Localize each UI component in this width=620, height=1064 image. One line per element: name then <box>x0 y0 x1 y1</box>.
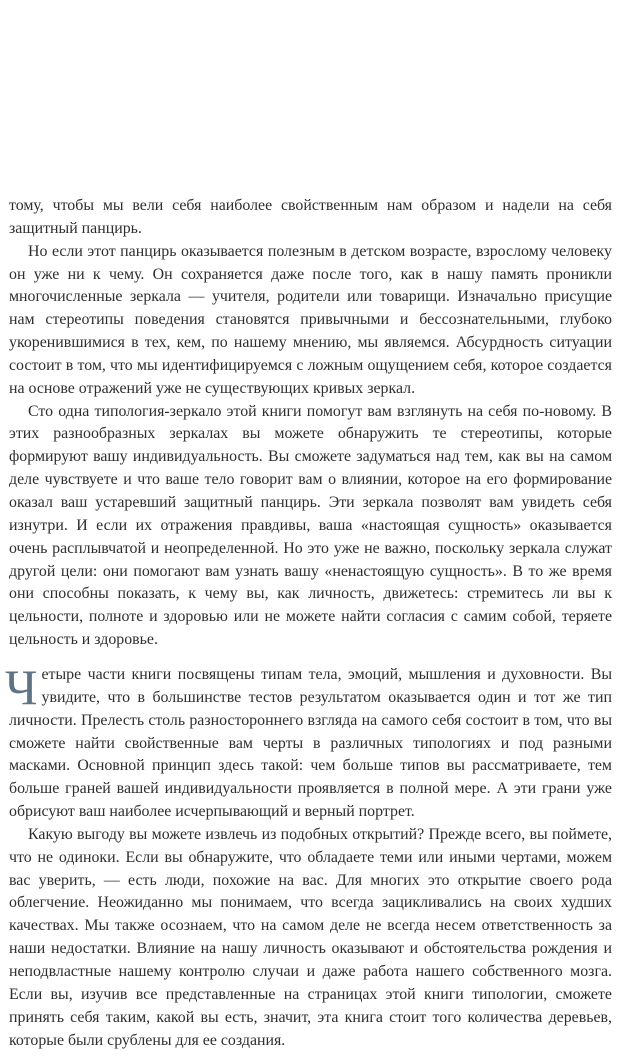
paragraph-armor: Но если этот панцирь оказывается полезным в детском возрасте, взрослому человеку он уже ни к чему. Он сохраняется даже после того, как в нашу память проникли многочисленные зеркала — учителя, родители или товарищи. Изначально присущие нам стереотипы поведения становятся привычными и бессознательными, глубоко укоренившимися в тех, кем, по нашему мнению, мы являемся. Абсурдность ситуации состоит в том, что мы идентифицируемся с ложным ощущением себя, которое создается на основе отражений уже не существующих кривых зеркал. <box>9 242 612 397</box>
drop-cap-letter: Ч <box>5 659 38 715</box>
paragraph-mirrors: Сто одна типология-зеркало этой книги помогут вам взглянуть на себя по-новому. В этих разнообразных зеркалах вы можете обнаружить те стереотипы, которые формируют вашу индивидуальность. Вы сможете задуматься над тем, как вы на самом деле чувствуете и что ваше тело говорит вам о влиянии, которое на его формирование оказал ваш устаревший защитный панцирь. Эти зеркала позволят вам увидеть себя изнутри. И если их отражения правдивы, ваша «настоящая сущность» оказывается очень расплывчатой и неопределенной. Но это уже не важно, поскольку зеркала служат другой цели: они помогают вам узнать вашу «ненастоящую сущность». В то же время они способны показать, к чему вы, как личность, движетесь: стремитесь ли вы к цельности, полноте и здоровью или не можете найти согласия с самим собой, теряете цельность и здоровье. <box>9 402 612 649</box>
paragraph-continuation: тому, чтобы мы вели себя наиболее свойственным нам образом и надели на себя защитный панцирь. <box>9 197 612 237</box>
section-four-parts <box>5 659 612 1052</box>
paragraph-four-parts <box>5 659 612 824</box>
paragraph-four-parts-text: етыре части книги посвящены типам тела, эмоций, мышления и духовности. Вы увидите, что в большинстве тестов результатом оказывается один и тот же тип личности. Прелесть столь разностороннего взгляда на самого себя состоит в том, что вы сможете найти свойственные вам черты в различных типологиях и под разными масками. Основной принцип здесь такой: чем больше типов вы рассматриваете, тем больше граней вашей индивидуальности проявляется в полной мере. А эти грани уже обрисуют ваш наиболее исчерпывающий и верный портрет. <box>9 666 612 821</box>
paragraph-benefit: Какую выгоду вы можете извлечь из подобных открытий? Прежде всего, вы поймете, что не одиноки. Если вы обнаружите, что обладаете теми или иными чертами, можем вас уверить, — есть люди, похожие на вас. Для многих это открытие своего рода облегчение. Неожиданно мы понимаем, что всегда зацикливались на своих худших качествах. Мы также осознаем, что на самом деле не всегда несем ответственность за наши недостатки. Влияние на нашу личность оказывают и обстоятельства рождения и неподвластные нашему контролю случаи и даже работа нашего собственного мозга. Если вы, изучив все представленные на страницах этой книги типологии, сможете принять себя таким, какой вы есть, значит, эта книга стоит того количества деревьев, которые были срублены для ее создания. <box>9 825 612 1049</box>
section-continued-text <box>9 195 612 652</box>
